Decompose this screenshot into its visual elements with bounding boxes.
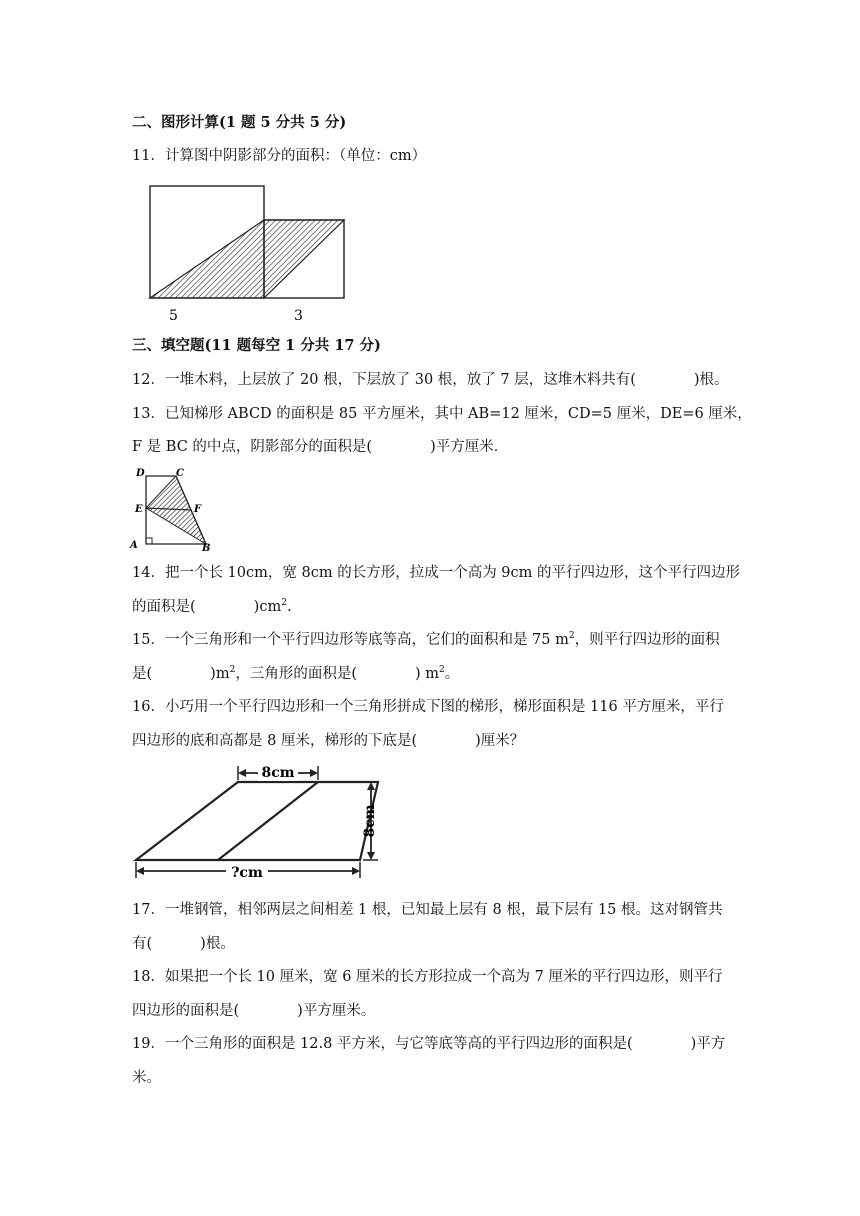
svg-text:D: D <box>136 468 145 479</box>
svg-text:C: C <box>176 468 184 479</box>
right-angle-mark <box>146 538 152 544</box>
question-12: 12．一堆木料，上层放了 20 根，下层放了 30 根，放了 7 层，这堆木料共有( )根。 <box>132 372 729 388</box>
question-18-line-1: 18．如果把一个长 10 厘米，宽 6 厘米的长方形拉成一个高为 7 厘米的平行四边形，则平行 <box>132 969 723 985</box>
label-3: 3 <box>294 308 303 324</box>
figure-q11 <box>140 180 355 330</box>
label-right-8cm: 8cm <box>362 804 378 838</box>
question-11: 11．计算图中阴影部分的面积：（单位：cm） <box>132 148 427 164</box>
question-13-line-2: F 是 BC 的中点，阴影部分的面积是( )平方厘米． <box>132 439 509 455</box>
label-5: 5 <box>169 308 178 324</box>
shaded-triangle-1 <box>146 476 191 510</box>
question-17-line-2: 有( )根。 <box>132 936 235 952</box>
figure-q16 <box>128 760 388 885</box>
svg-text:A: A <box>130 540 138 551</box>
question-14-line-1: 14．把一个长 10cm，宽 8cm 的长方形，拉成一个高为 9cm 的平行四边形，这个平行四边形 <box>132 565 741 581</box>
question-17-line-1: 17．一堆钢管，相邻两层之间相差 1 根，已知最上层有 8 根，最下层有 15 根。这对钢管共 <box>132 902 723 918</box>
svg-text:E: E <box>135 504 143 515</box>
trapezoid <box>136 782 378 860</box>
svg-text:B: B <box>202 543 211 554</box>
label-top-8cm: 8cm <box>261 765 295 781</box>
question-15-line-1: 15．一个三角形和一个平行四边形等底等高，它们的面积和是 75 $m^2$，则平行四边形的面积 <box>132 631 720 648</box>
parallelogram-edge <box>218 782 318 860</box>
figure-q13 <box>130 466 220 556</box>
question-19-line-2: 米。 <box>132 1070 161 1086</box>
section-3-title: 三、填空题(11 题每空 1 分共 17 分) <box>132 337 381 354</box>
question-18-line-2: 四边形的面积是( )平方厘米。 <box>132 1003 376 1019</box>
label-bottom: ?cm <box>231 865 263 881</box>
section-2-title: 二、图形计算(1 题 5 分共 5 分) <box>132 114 347 131</box>
question-16-line-1: 16．小巧用一个平行四边形和一个三角形拼成下图的梯形，梯形面积是 116 平方厘米，平行 <box>132 699 724 715</box>
svg-text:F: F <box>194 504 202 515</box>
question-14-line-2: 的面积是( )$cm^2$. <box>132 598 292 615</box>
question-19-line-1: 19．一个三角形的面积是 12.8 平方米，与它等底等高的平行四边形的面积是( )平方 <box>132 1036 726 1052</box>
shaded-parallelogram <box>150 220 344 298</box>
question-15-line-2: 是( )$m^2$，三角形的面积是( ) $m^2$。 <box>132 665 460 682</box>
question-16-line-2: 四边形的底和高都是 8 厘米，梯形的下底是( )厘米？ <box>132 733 525 749</box>
question-13-line-1: 13．已知梯形 ABCD 的面积是 85 平方厘米，其中 AB=12 厘米，CD=5 厘米，DE=6 厘米， <box>132 406 752 422</box>
